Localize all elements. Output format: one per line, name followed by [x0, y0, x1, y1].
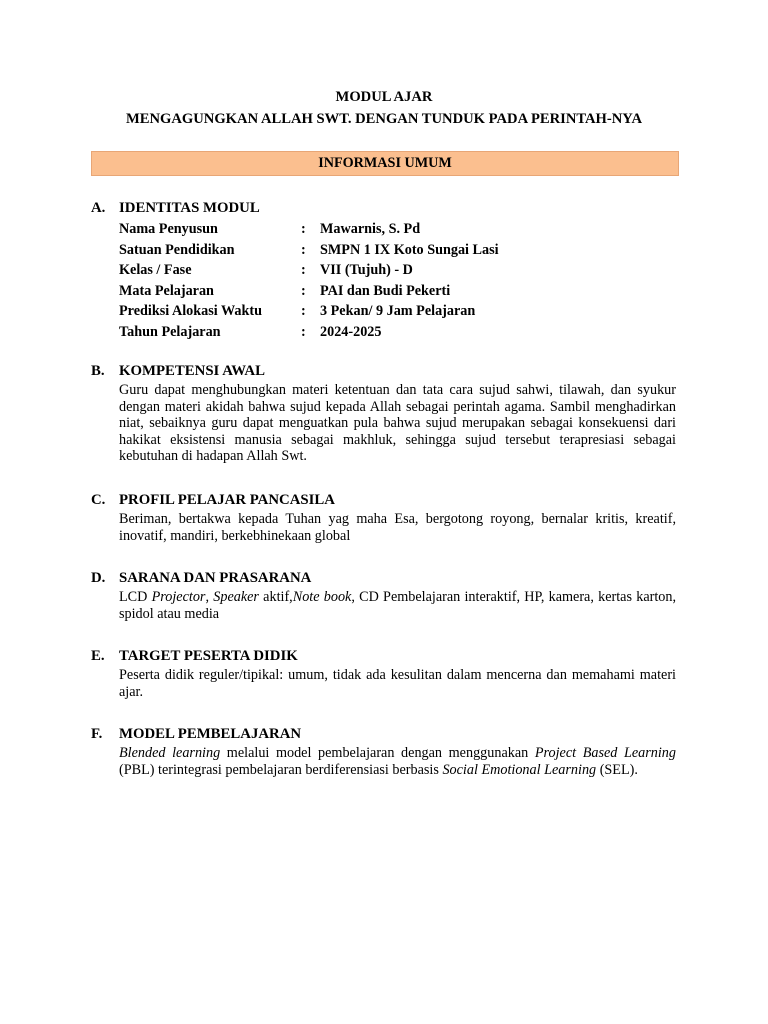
- section-body: Guru dapat menghubungkan materi ketentuan dan tata cara sujud sahwi, tilawah, dan syukur dengan materi akidah bahwa sujud kepada Allah sebagai perintah agama. Sambil menghadirkan niat, sebaiknya guru dapat menguatkan pula bahwa sujud merupakan sebagai konsekuensi dari hakikat eksistensi manusia sebagai makhluk, sehingga sujud tersebut terapresiasi sebagai kebutuhan di hadapan Allah Swt.: [119, 382, 676, 465]
- identity-row: [119, 322, 677, 343]
- body-text: ,: [205, 589, 214, 605]
- identity-label: Prediksi Alokasi Waktu: [119, 303, 262, 319]
- body-text: melalui model pembelajaran dengan menggunakan: [220, 745, 535, 761]
- section-letter: A.: [91, 200, 106, 216]
- section-title: KOMPETENSI AWAL: [119, 363, 265, 379]
- identity-label: Tahun Pelajaran: [119, 323, 221, 340]
- section-title: IDENTITAS MODUL: [119, 200, 260, 216]
- body-text: LCD: [119, 589, 152, 605]
- body-text: , CD Pembelajaran interaktif, HP, kamera, kertas karton, spidol atau media: [119, 589, 677, 622]
- body-italic: Blended learning: [119, 745, 221, 761]
- document-title: MODUL AJAR: [335, 89, 433, 105]
- section-body: [119, 589, 676, 622]
- identity-table: [119, 219, 677, 342]
- section-body: Peserta didik reguler/tipikal: umum, tidak ada kesulitan dalam mencerna dan memahami materi ajar.: [119, 667, 676, 700]
- section-kompetensi-awal: [91, 362, 677, 465]
- identity-value: 3 Pekan/ 9 Jam Pelajaran: [320, 303, 476, 319]
- section-title: TARGET PESERTA DIDIK: [119, 648, 298, 664]
- body-italic: Social Emotional Learning: [442, 761, 597, 778]
- identity-colon: :: [301, 303, 306, 319]
- identity-label: Satuan Pendidikan: [119, 241, 235, 258]
- identity-label: Kelas / Fase: [119, 262, 192, 278]
- identity-colon: :: [301, 221, 306, 237]
- identity-row: [119, 260, 677, 281]
- identity-row: [119, 301, 677, 322]
- section-letter: F.: [91, 726, 103, 742]
- identity-label: Mata Pelajaran: [119, 282, 214, 299]
- body-italic: Note book: [292, 589, 352, 605]
- identity-row: [119, 281, 677, 302]
- identity-row: [119, 219, 677, 240]
- section-heading: [91, 362, 677, 380]
- identity-colon: :: [301, 241, 306, 258]
- section-letter: D.: [91, 570, 106, 586]
- body-text: aktif,: [258, 589, 293, 605]
- body-text: (SEL).: [596, 761, 638, 778]
- identity-value: Mawarnis, S. Pd: [320, 221, 421, 237]
- section-sarana-prasarana: [91, 569, 677, 622]
- body-text: (PBL) terintegrasi pembelajaran berdiferensiasi berbasis: [119, 761, 443, 778]
- document-subtitle: MENGAGUNGKAN ALLAH SWT. DENGAN TUNDUK PADA PERINTAH-NYA: [125, 111, 643, 127]
- section-target-peserta-didik: [91, 647, 677, 700]
- identity-colon: :: [301, 323, 306, 340]
- identity-value: SMPN 1 IX Koto Sungai Lasi: [320, 241, 499, 258]
- section-heading: [91, 491, 677, 509]
- section-heading: [91, 569, 677, 587]
- identity-colon: :: [301, 282, 306, 299]
- section-heading: [91, 725, 677, 743]
- section-title: MODEL PEMBELAJARAN: [119, 726, 302, 742]
- section-profil-pelajar-pancasila: [91, 491, 677, 544]
- section-letter: C.: [91, 492, 106, 508]
- identity-label: Nama Penyusun: [119, 221, 218, 237]
- section-letter: E.: [91, 648, 105, 664]
- section-letter: B.: [91, 363, 105, 379]
- section-model-pembelajaran: [91, 725, 677, 778]
- body-italic: Speaker: [213, 589, 259, 605]
- section-heading: [91, 199, 677, 217]
- section-body: Beriman, bertakwa kepada Tuhan yag maha Esa, bergotong royong, bernalar kritis, kreatif, inovatif, mandiri, berkebhinekaan global: [119, 511, 676, 544]
- identity-colon: :: [301, 262, 306, 278]
- identity-value: 2024-2025: [320, 323, 382, 340]
- section-body: [119, 745, 676, 778]
- section-title: SARANA DAN PRASARANA: [119, 570, 312, 586]
- body-italic: Project Based Learning: [534, 745, 676, 761]
- section-identitas-modul: [91, 199, 677, 342]
- section-banner: INFORMASI UMUM: [91, 151, 679, 176]
- body-italic: Projector: [151, 589, 206, 605]
- identity-value: VII (Tujuh) - D: [320, 262, 413, 278]
- section-title: PROFIL PELAJAR PANCASILA: [119, 492, 335, 508]
- identity-row: [119, 240, 677, 261]
- identity-value: PAI dan Budi Pekerti: [320, 282, 451, 299]
- section-heading: [91, 647, 677, 665]
